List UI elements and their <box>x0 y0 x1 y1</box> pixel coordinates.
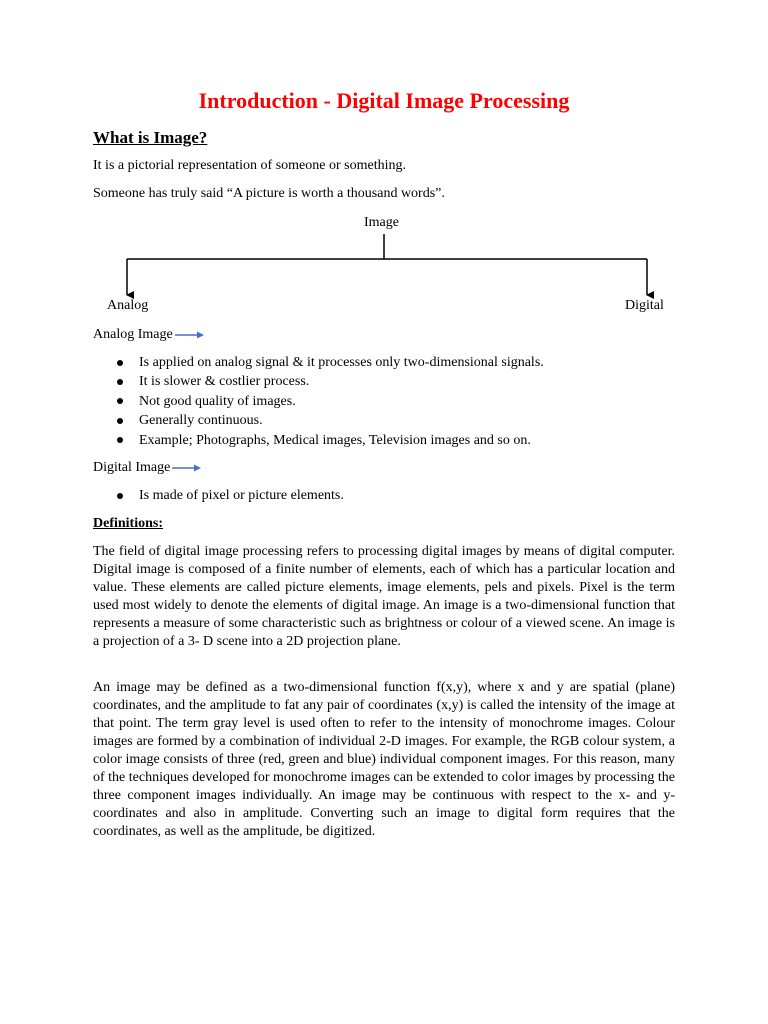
bullet-icon <box>117 398 123 404</box>
bullet-icon <box>117 379 123 385</box>
right-arrow-icon <box>172 463 202 473</box>
diagram-right-label: Digital <box>625 298 664 313</box>
list-item: Not good quality of images. <box>93 392 693 411</box>
intro-line-2: Someone has truly said “A picture is worth a thousand words”. <box>93 186 445 201</box>
digital-image-label-row <box>93 459 202 477</box>
list-item: Generally continuous. <box>93 411 693 430</box>
analog-image-label-row <box>93 326 205 344</box>
section-heading-what-is-image: What is Image? <box>93 128 208 147</box>
analog-image-label: Analog Image <box>93 327 173 342</box>
list-item: Is made of pixel or picture elements. <box>93 486 693 505</box>
digital-image-label: Digital Image <box>93 460 171 475</box>
definitions-paragraph-1: The field of digital image processing refers to processing digital images by means of digital computer. Digital image is composed of a finite number of elements, each of which has a particular location and value. These elements are called picture elements, image elements, pels and pixels. Pixel is the term used most widely to denote the elements of digital image. An image is a two-dimensional function that represents a measure of some characteristic such as brightness or colour of a viewed scene. An image is a projection of a 3- D scene into a 2D projection plane. <box>93 544 675 649</box>
bullet-icon <box>117 418 123 424</box>
digital-bullet-list <box>93 486 693 505</box>
list-item: It is slower & costlier process. <box>93 372 693 391</box>
right-arrow-icon <box>175 330 205 340</box>
bullet-icon <box>117 493 123 499</box>
analog-bullet-list <box>93 353 693 450</box>
list-item: Example; Photographs, Medical images, Television images and so on. <box>93 431 693 450</box>
bullet-icon <box>117 437 123 443</box>
intro-line-1: It is a pictorial representation of someone or something. <box>93 158 406 173</box>
diagram-left-label: Analog <box>107 298 149 313</box>
definitions-heading: Definitions: <box>93 516 163 531</box>
bullet-icon <box>117 360 123 366</box>
list-item: Is applied on analog signal & it processes only two-dimensional signals. <box>93 353 693 372</box>
page-title: Introduction - Digital Image Processing <box>198 88 570 113</box>
diagram-root-label: Image <box>364 215 399 230</box>
image-classification-diagram <box>0 210 768 320</box>
definitions-paragraph-2: An image may be defined as a two-dimensional function f(x,y), where x and y are spatial (plane) coordinates, and the amplitude to fat any pair of coordinates (x,y) is called the intensity of the image at that point. The term gray level is used often to refer to the intensity of monochrome images. Colour images are formed by a combination of individual 2-D images. For example, the RGB colour system, a color image consists of three (red, green and blue) individual component images. For this reason, many of the techniques developed for monochrome images can be extended to color images by processing the three component images individually. An image may be continuous with respect to the x- and y- coordinates and also in amplitude. Converting such an image to digital form requires that the coordinates, as well as the amplitude, be digitized. <box>93 680 675 839</box>
